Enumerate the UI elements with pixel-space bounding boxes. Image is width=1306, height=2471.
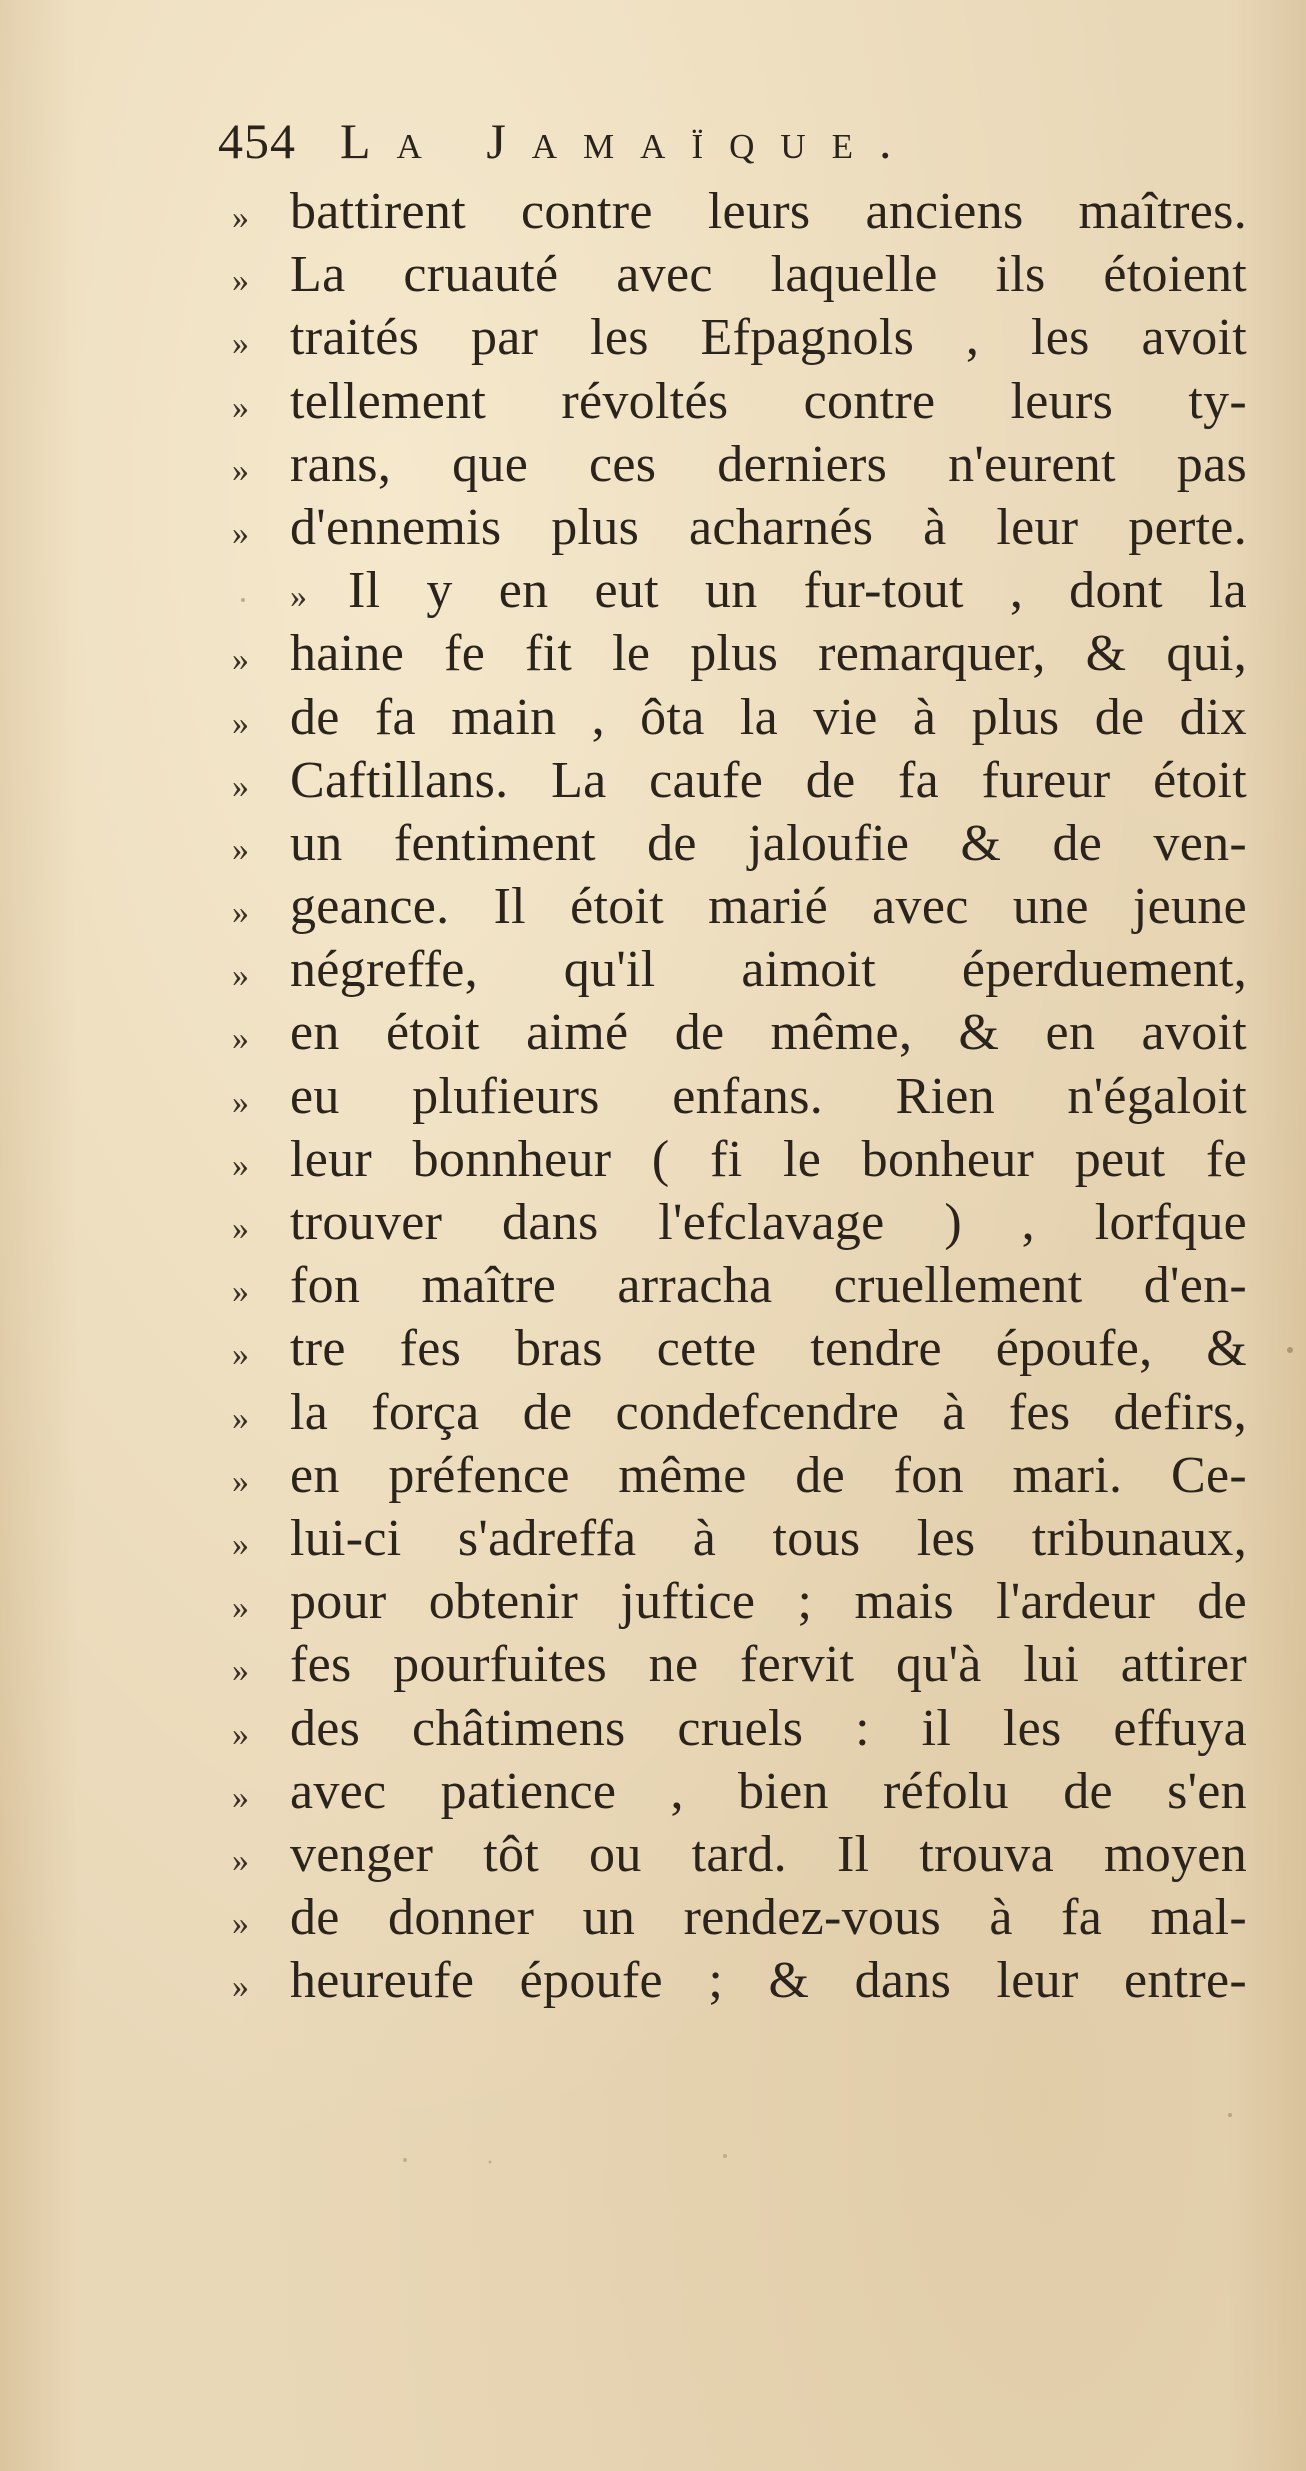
text-line: [232, 1699, 1247, 1762]
line-text: lui-ci s'adreffa à tous les tribunaux,: [290, 1509, 1247, 1567]
guillemet-marker: »: [232, 1020, 249, 1058]
line-text: traités par les Efpagnols , les avoit: [290, 309, 1247, 367]
text-line: [232, 561, 1247, 624]
text-line: [232, 182, 1247, 245]
guillemet-marker: »: [232, 262, 249, 300]
guillemet-marker: »: [232, 1462, 249, 1500]
text-line: [232, 1130, 1247, 1193]
guillemet-marker: »: [232, 704, 249, 742]
guillemet-marker: »: [232, 514, 249, 552]
guillemet-marker: »: [232, 767, 249, 805]
text-line: [232, 1572, 1247, 1635]
text-line: [232, 308, 1247, 371]
line-text: un fentiment de jaloufie & de ven-: [290, 814, 1247, 872]
guillemet-marker: »: [232, 1652, 249, 1690]
guillemet-marker: »: [232, 830, 249, 868]
text-line: [232, 1825, 1247, 1888]
line-text: Caftillans. La caufe de fa fureur étoit: [290, 751, 1247, 809]
text-line: [232, 1888, 1247, 1951]
line-text: battirent contre leurs anciens maîtres.: [290, 183, 1247, 240]
text-line: [232, 624, 1247, 687]
guillemet-marker: »: [232, 451, 249, 489]
line-text: la força de condefcendre à fes defirs,: [290, 1383, 1247, 1441]
line-text: tellement révoltés contre leurs ty-: [290, 372, 1247, 430]
text-line: [232, 1762, 1247, 1825]
guillemet-marker: »: [232, 1273, 249, 1311]
line-text: de fa main , ôta la vie à plus de dix: [290, 688, 1247, 746]
text-line: [232, 751, 1247, 814]
guillemet-marker: »: [232, 1778, 249, 1816]
text-line: [232, 1635, 1247, 1698]
text-line: [232, 814, 1247, 877]
text-line: [232, 498, 1247, 561]
line-text: La cruauté avec laquelle ils étoient: [290, 246, 1247, 304]
body-text: [232, 182, 1247, 2014]
line-text: Il y en eut un fur-tout , dont la: [348, 562, 1247, 620]
guillemet-marker: »: [232, 894, 249, 932]
guillemet-marker: »: [232, 1905, 249, 1943]
line-text: de donner un rendez-vous à fa mal-: [290, 1889, 1247, 1947]
guillemet-marker: »: [232, 199, 249, 236]
guillemet-marker: »: [232, 1715, 249, 1753]
line-text: haine fe fit le plus remarquer, & qui,: [290, 625, 1247, 683]
line-text: heureufe époufe ; & dans leur entre-: [290, 1952, 1247, 2010]
text-line: [232, 1446, 1247, 1509]
line-text: des châtimens cruels : il les effuya: [290, 1699, 1247, 1757]
text-line: [232, 1383, 1247, 1446]
running-head: [218, 112, 918, 182]
text-line: [232, 940, 1247, 1003]
text-line: [232, 1003, 1247, 1066]
guillemet-marker: »: [232, 1841, 249, 1879]
text-line: [232, 1509, 1247, 1572]
text-line: [232, 435, 1247, 498]
line-text: trouver dans l'efclavage ) , lorfque: [290, 1194, 1247, 1251]
line-text: en préfence même de fon mari. Ce-: [290, 1446, 1247, 1504]
line-text: fon maître arracha cruellement d'en-: [290, 1257, 1247, 1315]
guillemet-marker: »: [232, 1589, 249, 1627]
line-text: pour obtenir juftice ; mais l'ardeur de: [290, 1573, 1247, 1631]
text-line: [232, 1951, 1247, 2014]
guillemet-marker: »: [232, 1083, 249, 1121]
line-text: rans, que ces derniers n'eurent pas: [290, 435, 1247, 493]
guillemet-marker: »: [232, 1525, 249, 1563]
text-line: [232, 1256, 1247, 1319]
guillemet-marker: »: [232, 1968, 249, 2006]
line-text: en étoit aimé de même, & en avoit: [290, 1004, 1247, 1062]
text-line: [232, 372, 1247, 435]
guillemet-marker: »: [290, 578, 307, 616]
guillemet-marker: »: [232, 1399, 249, 1437]
line-text: geance. Il étoit marié avec une jeune: [290, 878, 1247, 936]
text-line: [232, 245, 1247, 308]
line-text: d'ennemis plus acharnés à leur perte.: [290, 498, 1247, 556]
guillemet-marker: »: [232, 1210, 249, 1247]
line-text: avec patience , bien réfolu de s'en: [290, 1762, 1247, 1820]
guillemet-marker: »: [232, 957, 249, 995]
guillemet-marker: »: [232, 641, 249, 679]
running-title: La Jamaïque.: [340, 113, 918, 169]
line-text: tre fes bras cette tendre époufe, &: [290, 1320, 1247, 1378]
guillemet-marker: »: [232, 325, 249, 363]
text-line: [232, 688, 1247, 751]
page-number: 454: [218, 113, 296, 169]
guillemet-marker: »: [232, 388, 249, 426]
text-line: [232, 1319, 1247, 1382]
line-text: fes pourfuites ne fervit qu'à lui attirer: [290, 1636, 1247, 1694]
guillemet-marker: »: [232, 1336, 249, 1374]
line-text: négreffe, qu'il aimoit éperduement,: [290, 941, 1247, 999]
guillemet-marker: »: [232, 1146, 249, 1184]
line-text: leur bonnheur ( fi le bonheur peut fe: [290, 1130, 1247, 1188]
text-line: [232, 1067, 1247, 1130]
text-line: [232, 1193, 1247, 1256]
line-text: venger tôt ou tard. Il trouva moyen: [290, 1825, 1247, 1883]
text-line: [232, 877, 1247, 940]
line-text: eu plufieurs enfans. Rien n'égaloit: [290, 1067, 1247, 1125]
